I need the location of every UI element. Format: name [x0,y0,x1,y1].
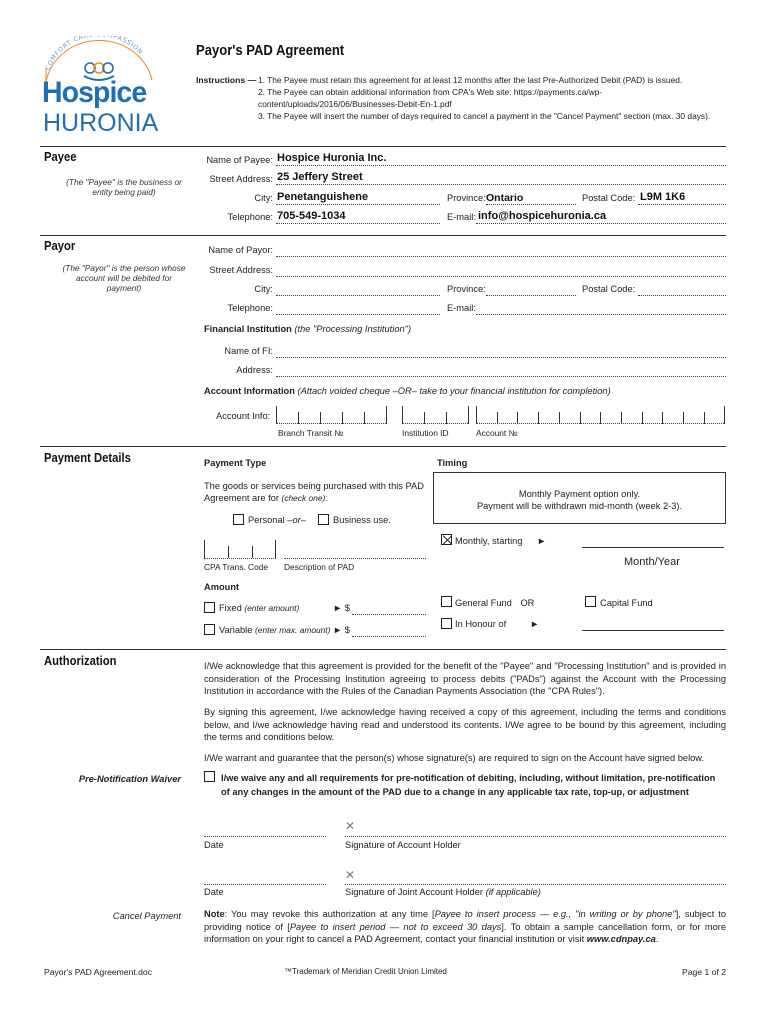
instructions-label: Instructions — [196,75,257,85]
account-digit-separator [320,412,321,424]
account-digit-separator [497,412,498,424]
fixed-label [219,603,299,613]
waiver-text-line1: I/we waive any and all requirements for pre-notification of debiting, including, without limitation, pre-notification [221,773,716,783]
payment-divider [40,446,726,447]
instruction-1: 1. The Payee must retain this agreement for at least 12 months after the last Pre-Authorized Debit (PAD) is issued. [258,75,683,85]
fixed-amount-field[interactable] [352,603,426,615]
fi-heading-label: Financial Institution [204,324,292,334]
variable-label-text: Variable [219,625,253,635]
payee-divider [40,146,726,147]
payor-name-field[interactable] [276,245,726,257]
payor-postal-field[interactable] [638,284,726,296]
business-label: Business use. [333,515,391,525]
authorization-para-2: By signing this agreement, I/we acknowledge having received a copy of this agreement, including the terms and conditions below, and I/we acknowledge having read and understood its contents. I/We agree to be bound by this agreement, including the terms and conditions below. [204,707,726,742]
waiver-checkbox[interactable] [204,771,215,782]
payee-city-label: City: [254,193,273,203]
account-digit-separator [424,412,425,424]
payee-name-label: Name of Payee: [206,155,273,165]
goods-text-line2-label: Agreement are for [204,493,279,503]
payor-city-field[interactable] [276,284,440,296]
hospice-huronia-logo [40,36,160,136]
in-honour-checkbox[interactable] [441,618,452,629]
account-digit-separator [342,412,343,424]
note-text-d: Payee to insert period — not to exceed 30 days [289,921,502,932]
general-fund-text: General Fund [455,598,512,608]
monthly-starting-label: Monthly, starting [455,536,523,546]
account-digit-separator [468,406,469,424]
payee-postal-label: Postal Code: [582,193,636,203]
date-label-1: Date [204,840,224,850]
date-field-2[interactable] [204,873,326,885]
branch-transit-label: Branch Transit № [278,428,344,438]
pad-description-field[interactable] [284,547,426,559]
timing-heading: Timing [437,458,468,468]
account-digit-separator [402,406,403,424]
monthly-option-line2: Payment will be withdrawn mid-month (week 2-3). [476,501,683,511]
account-digit-separator [446,412,447,424]
payor-street-field[interactable] [276,265,726,277]
monthly-arrow-icon: ► [537,536,547,546]
fi-name-label: Name of FI: [224,346,273,356]
account-info-heading-label: Account Information [204,386,295,396]
date-field-1[interactable] [204,825,326,837]
footer-page-number: Page 1 of 2 [682,967,726,977]
payor-email-field[interactable] [476,303,726,315]
payor-email-label: E-mail: [447,303,476,313]
page-title: Payor's PAD Agreement [196,43,345,59]
fixed-note: (enter amount) [244,603,300,613]
general-fund-label [455,598,534,608]
account-holder-signature-field[interactable] [345,825,726,837]
goods-text-line2-note: (check one): [281,493,328,503]
cancel-payment-note [204,908,726,946]
note-label: Note [204,909,225,919]
joint-holder-signature-text: Signature of Joint Account Holder [345,887,483,897]
instruction-2-url: content/uploads/2016/06/Businesses-Debit-En-1.pdf [258,99,452,109]
payee-phone-label: Telephone: [227,212,273,222]
payee-note: (The "Payee" is the business or entity being paid) [66,177,182,197]
payor-phone-label: Telephone: [227,303,273,313]
account-digit-separator [364,412,365,424]
cancel-payment-label: Cancel Payment [112,911,181,921]
or-label: –or– [287,515,306,525]
svg-text:COMFORT CARE COMPASSION: COMFORT CAR PASSION [44,36,145,72]
date-label-2: Date [204,887,224,897]
account-digit-separator [276,406,277,424]
goods-text-line1: The goods or services being purchased with this PAD [204,481,424,491]
pad-description-label: Description of PAD [284,562,355,572]
note-text-e: ]. To obtain a sample cancellation form, or for more information on your right to cancel a PAD Agreement, contact your financial institution or visit [204,921,726,944]
payee-province-label: Province: [447,193,486,203]
payor-postal-label: Postal Code: [582,284,636,294]
joint-holder-signature-note: (if applicable) [485,887,541,897]
fi-name-field[interactable] [276,346,726,358]
payee-email-value: info@hospicehuronia.ca [478,210,607,222]
payor-heading: Payor [44,239,76,253]
instruction-2: 2. The Payee can obtain additional information from CPA's Web site: https://payments.ca/wp- [258,87,603,97]
pre-notification-waiver-label: Pre-Notification Waiver [78,774,181,784]
account-digit-separator [580,412,581,424]
logo-name-hospice: Hospice [42,76,147,109]
fi-heading [204,324,411,334]
note-text-b: Payee to insert process — e.g., "in writing or by phone" [434,909,676,919]
payee-heading: Payee [44,150,77,164]
account-info-label: Account Info: [216,411,271,421]
account-info-boxes[interactable] [276,406,724,426]
payee-name-value: Hospice Huronia Inc. [277,152,387,164]
month-year-field[interactable] [582,536,724,548]
authorization-para-3: I/We warrant and guarantee that the person(s) whose signature(s) are required to sign on the Account have signed below. [204,753,705,763]
institution-id-label: Institution ID [402,428,449,438]
payee-street-value: 25 Jeffery Street [277,171,363,183]
cdnpay-link[interactable]: www.cdnpay.ca [586,934,656,944]
waiver-text-line2: of any changes in the amount of the PAD due to a change in any applicable tax rate, top-up, or adjustment [221,787,689,797]
payor-phone-field[interactable] [276,303,440,315]
payee-postal-value: L9M 1K6 [640,191,686,203]
note-end: . [655,934,659,944]
account-digit-separator [538,412,539,424]
logo-name-huronia: HURONIA [43,109,159,137]
payee-phone-value: 705-549-1034 [277,210,346,222]
footer-filename: Payor's PAD Agreement.doc [44,967,153,977]
signature-x-icon-1: ✕ [345,819,356,833]
account-digit-separator [642,412,643,424]
fixed-dollar: ► $ [333,603,350,613]
account-digit-separator [517,412,518,424]
footer-trademark: ™Trademark of Meridian Credit Union Limited [284,967,447,976]
account-digit-separator [600,412,601,424]
month-year-label: Month/Year [624,556,680,568]
in-honour-label: In Honour of [455,619,507,629]
note-text-a: : You may revoke this authorization at any time [ [224,909,435,919]
payor-note: (The "Payor" is the person whose account will be debited for payment) [62,263,186,293]
payor-province-label: Province: [447,284,486,294]
personal-label [248,515,306,525]
personal-checkbox[interactable] [233,514,244,525]
account-number-label: Account № [476,428,518,438]
fixed-label-text: Fixed [219,603,242,613]
account-digit-separator [683,412,684,424]
variable-checkbox[interactable] [204,624,215,635]
payment-type-heading: Payment Type [204,458,267,468]
in-honour-field[interactable] [582,619,724,631]
account-digit-separator [476,406,477,424]
note-text-c: ], subject to providing notice of [ [204,909,727,932]
account-info-heading-note: (Attach voided cheque –OR– take to your financial institution for completion) [297,386,611,396]
cpa-trans-code-field[interactable] [204,540,276,560]
variable-label [219,625,330,635]
payment-details-heading: Payment Details [44,451,131,465]
account-digit-separator [704,412,705,424]
variable-dollar: ► $ [333,625,350,635]
business-checkbox[interactable] [318,514,329,525]
payor-street-label: Street Address: [209,265,273,275]
personal-label-text: Personal [248,515,285,525]
monthly-starting-checkbox[interactable] [441,534,452,545]
general-fund-checkbox[interactable] [441,596,452,607]
payee-city-value: Penetanguishene [277,191,369,203]
amount-heading: Amount [204,582,240,592]
authorization-para-1: I/We acknowledge that this agreement is provided for the benefit of the "Payee" and "Processing Institution" and is provided in consideration of the Processing Institution agreeing to process debits ("PADs") against the Account with the Processing Institution in accordance with the Rules of the Canadian Payments Association (the "CPA Rules"). [204,661,726,696]
fi-heading-note: (the "Processing Institution") [294,324,412,334]
fixed-checkbox[interactable] [204,602,215,613]
authorization-divider [40,649,726,650]
account-digit-separator [621,412,622,424]
payor-divider [40,235,726,236]
account-digit-separator [298,412,299,424]
payor-name-label: Name of Payor: [208,245,273,255]
joint-holder-signature-label [345,887,541,897]
goods-text-line2 [204,493,328,503]
fi-address-field[interactable] [276,365,726,377]
in-honour-arrow-icon: ► [530,619,540,629]
fi-address-label: Address: [236,365,273,375]
account-info-heading [204,386,611,396]
fund-or-label: OR [520,598,535,608]
authorization-heading: Authorization [44,654,117,668]
joint-holder-signature-field[interactable] [345,873,726,885]
variable-note: (enter max. amount) [255,625,331,635]
payee-street-label: Street Address: [209,174,273,184]
capital-fund-label: Capital Fund [600,598,653,608]
cpa-trans-code-label: CPA Trans. Code [204,562,269,572]
payor-province-field[interactable] [486,284,576,296]
capital-fund-checkbox[interactable] [585,596,596,607]
account-digit-separator [559,412,560,424]
payee-province-value: Ontario [486,192,524,204]
account-digit-separator [724,406,725,424]
account-digit-separator [662,412,663,424]
monthly-option-line1: Monthly Payment option only. [518,489,641,499]
variable-amount-field[interactable] [352,625,426,637]
account-digit-separator [386,406,387,424]
account-holder-signature-label: Signature of Account Holder [345,840,461,850]
payor-city-label: City: [254,284,273,294]
instruction-3: 3. The Payee will insert the number of days required to cancel a payment in the "Cancel Payment" section (max. 30 days). [258,111,711,121]
payee-email-label: E-mail: [447,212,476,222]
signature-x-icon-2: ✕ [345,868,356,882]
